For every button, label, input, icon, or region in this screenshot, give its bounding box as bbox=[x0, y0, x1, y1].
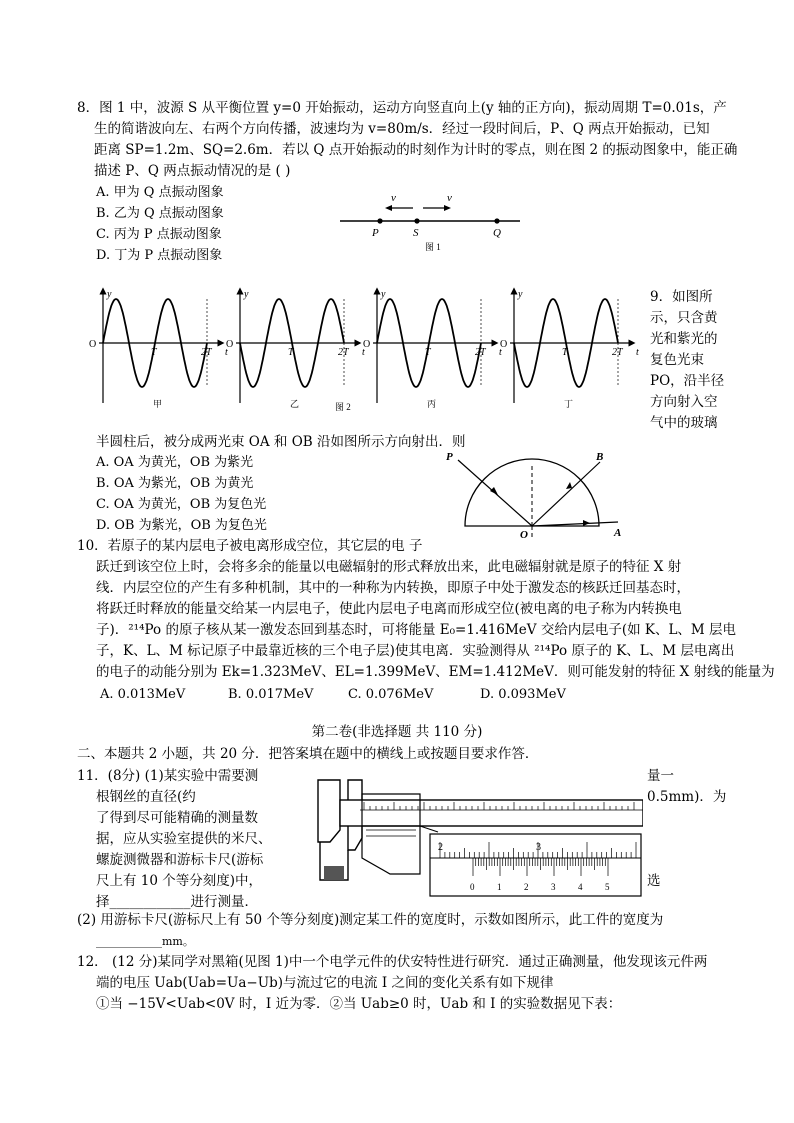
q8-line-1: 8．图 1 中，波源 S 从平衡位置 y=0 开始振动，运动方向竖直向上(y 轴的正方向)，振动周期 T=0.01s，产 bbox=[77, 100, 727, 116]
q10-line-1: 10．若原子的某内层电子被电离形成空位，其它层的电 子 bbox=[77, 538, 423, 554]
q9-side-line-2: 示，只含黄 bbox=[650, 310, 718, 326]
graph-t-label: T bbox=[425, 347, 431, 358]
q11-left-line-1: 11．(8分) (1)某实验中需要测 bbox=[77, 768, 259, 784]
fig1-caption: 图 1 bbox=[425, 242, 441, 252]
q9-option-b: B. OA 为紫光，OB 为黄光 bbox=[96, 476, 254, 491]
q8-option-d: D. 丁为 P 点振动图象 bbox=[96, 248, 223, 263]
figure-q9-semicircle bbox=[440, 446, 630, 542]
graph-time-axis-label: t bbox=[362, 347, 365, 358]
caliper-main-label-3: 3 bbox=[536, 842, 541, 853]
q12-line-1: 12． (12 分)某同学对黑箱(见图 1)中一个电学元件的伏安特性进行研究．通过正确测量，他发现该元件两 bbox=[77, 954, 708, 970]
graph-2t-label: 2T bbox=[612, 347, 623, 358]
q9-side-line-3: 光和紫光的 bbox=[650, 331, 718, 347]
graph-2t-label: 2T bbox=[338, 347, 349, 358]
q8-option-a: A. 甲为 Q 点振动图象 bbox=[96, 185, 224, 200]
graph-t-label: T bbox=[151, 347, 157, 358]
q11-left-line-4: 据，应从实验室提供的米尺、 bbox=[96, 831, 272, 847]
caliper-main-label-2: 2 bbox=[438, 842, 443, 853]
q10-option-d: D. 0.093MeV bbox=[480, 687, 566, 702]
graph-origin-label: O bbox=[363, 339, 371, 350]
fig2-caption: 图 2 bbox=[335, 402, 351, 412]
figure-1-wave-line bbox=[335, 188, 525, 254]
q8-option-b: B. 乙为 Q 点振动图象 bbox=[96, 206, 224, 221]
graph-time-axis-label: t bbox=[636, 347, 639, 358]
q9-fig-b-label: B bbox=[596, 451, 604, 463]
vibration-graph-ding bbox=[500, 289, 639, 409]
caliper-vernier-label-4: 4 bbox=[578, 882, 583, 892]
q8-line-3: 距离 SP=1.2m、SQ=2.6m．若以 Q 点开始振动的时刻作为计时的零点，则在图 2 的振动图象中，能正确 bbox=[94, 142, 738, 158]
caliper-vernier-label-2: 2 bbox=[524, 882, 529, 892]
q9-side-line-4: 复色光束 bbox=[650, 352, 704, 368]
graph-name-label: 丁 bbox=[564, 399, 574, 409]
caliper-vernier-label-1: 1 bbox=[497, 882, 502, 892]
graph-y-axis-label: y bbox=[244, 289, 249, 300]
part2-title: 第二卷(非选择题 共 110 分) bbox=[311, 724, 483, 740]
graph-t-label: T bbox=[288, 347, 294, 358]
graph-time-axis-label: t bbox=[499, 347, 502, 358]
q9-option-d: D. OB 为紫光，OB 为复色光 bbox=[96, 518, 267, 533]
graph-origin-label: O bbox=[500, 339, 508, 350]
q11-right-line-2: 0.5mm)．为 bbox=[647, 789, 727, 805]
part2-instructions: 二、本题共 2 小题，共 20 分．把答案填在题中的横线上或按题目要求作答． bbox=[77, 746, 539, 762]
q9-side-line-1: 9．如图所 bbox=[650, 289, 713, 305]
caliper-vernier-label-3: 3 bbox=[551, 882, 556, 892]
fig1-q-label: Q bbox=[493, 227, 501, 239]
q11-left-line-6: 尺上有 10 个等分刻度)中， bbox=[96, 873, 263, 889]
graph-2t-label: 2T bbox=[201, 347, 212, 358]
q10-line-3: 线．内层空位的产生有多种机制，其中的一种称为内转换，即原子中处于激发态的核跃迁回基态时， bbox=[96, 580, 690, 596]
q11-left-line-3: 了得到尽可能精确的测量数 bbox=[96, 810, 258, 826]
q10-line-2: 跃迁到该空位上时，会将多余的能量以电磁辐射的形式释放出来，此电磁辐射就是原子的特征 X 射 bbox=[96, 559, 682, 575]
q10-option-c: C. 0.076MeV bbox=[348, 687, 434, 702]
vibration-graph-yi bbox=[226, 289, 365, 409]
q11-right-line-6: 选 bbox=[647, 873, 661, 889]
q10-option-b: B. 0.017MeV bbox=[228, 687, 314, 702]
graph-name-label: 甲 bbox=[153, 399, 163, 409]
q8-line-2: 生的简谐波向左、右两个方向传播，波速均为 v=80m/s．经过一段时间后，P、Q 两点开始振动，已知 bbox=[94, 121, 710, 137]
fig1-v-right-label: v bbox=[447, 192, 452, 204]
graph-y-axis-label: y bbox=[107, 289, 112, 300]
q9-fig-a-label: A bbox=[614, 527, 622, 539]
q8-option-c: C. 丙为 P 点振动图象 bbox=[96, 227, 222, 242]
q9-side-line-6: 方向射入空 bbox=[650, 394, 718, 410]
q9-fig-o-label: O bbox=[520, 529, 528, 541]
graph-time-axis-label: t bbox=[225, 347, 228, 358]
graph-y-axis-label: y bbox=[518, 289, 523, 300]
figure-vernier-caliper bbox=[300, 770, 643, 898]
q9-fig-p-label: P bbox=[446, 451, 453, 463]
q9-option-a: A. OA 为黄光，OB 为紫光 bbox=[96, 455, 254, 470]
q8-line-4: 描述 P、Q 两点振动情况的是 ( ) bbox=[94, 163, 291, 179]
figure-2-vibration-graphs bbox=[85, 285, 645, 420]
q10-line-6: 子，K、L、M 标记原子中最靠近核的三个电子层)使其电离．实验测得从 ²¹⁴Po 原子的 K、L、M 层电离出 bbox=[96, 643, 735, 659]
q11-right-line-1: 量一 bbox=[647, 768, 674, 784]
q11-line-part2-answer: ____________mm。 bbox=[96, 935, 194, 948]
q10-line-7: 的电子的动能分别为 Ek=1.323MeV、EL=1.399MeV、EM=1.412MeV．则可能发射的特征 X 射线的能量为 bbox=[96, 664, 775, 680]
q9-side-line-5: PO，沿半径 bbox=[650, 373, 725, 389]
q9-side-line-7: 气中的玻璃 bbox=[650, 415, 718, 431]
graph-origin-label: O bbox=[226, 339, 234, 350]
vibration-graph-bing bbox=[363, 289, 502, 409]
fig1-v-left-label: v bbox=[391, 192, 396, 204]
graph-y-axis-label: y bbox=[381, 289, 386, 300]
q9-option-c: C. OA 为黄光，OB 为复色光 bbox=[96, 497, 267, 512]
q10-line-4: 将跃迁时释放的能量交给某一内层电子，使此内层电子电离而形成空位(被电离的电子称为内转换电 bbox=[96, 601, 682, 617]
fig1-s-label: S bbox=[413, 227, 419, 239]
q12-line-2: 端的电压 Uab(Uab=Ua−Ub)与流过它的电流 I 之间的变化关系有如下规律 bbox=[96, 975, 554, 991]
q12-line-3: ①当 −15V<Uab<0V 时，I 近为零．②当 Uab≥0 时，Uab 和 I 的实验数据见下表： bbox=[96, 996, 622, 1012]
fig1-p-label: P bbox=[372, 227, 379, 239]
q11-left-line-5: 螺旋测微器和游标卡尺(游标 bbox=[96, 852, 264, 868]
q11-line-part2: (2) 用游标卡尺(游标尺上有 50 个等分刻度)测定某工件的宽度时，示数如图所示，此工件的宽度为 bbox=[77, 912, 664, 928]
graph-t-label: T bbox=[562, 347, 568, 358]
q9-line: 半圆柱后，被分成两光束 OA 和 OB 沿如图所示方向射出．则 bbox=[96, 434, 466, 450]
caliper-vernier-label-0: 0 bbox=[470, 882, 475, 892]
q11-left-line-7: 择____________进行测量． bbox=[96, 894, 258, 910]
graph-2t-label: 2T bbox=[475, 347, 486, 358]
q10-option-a: A. 0.013MeV bbox=[100, 687, 186, 702]
graph-origin-label: O bbox=[89, 339, 97, 350]
vibration-graph-jia bbox=[89, 289, 228, 409]
graph-name-label: 乙 bbox=[290, 399, 300, 409]
q11-left-line-2: 根钢丝的直径(约 bbox=[96, 789, 196, 805]
caliper-vernier-label-5: 5 bbox=[605, 882, 610, 892]
graph-name-label: 丙 bbox=[427, 399, 437, 409]
q10-line-5: 子)．²¹⁴Po 的原子核从某一激发态回到基态时，可将能量 E₀=1.416MeV 交给内层电子(如 K、L、M 层电 bbox=[96, 622, 737, 638]
